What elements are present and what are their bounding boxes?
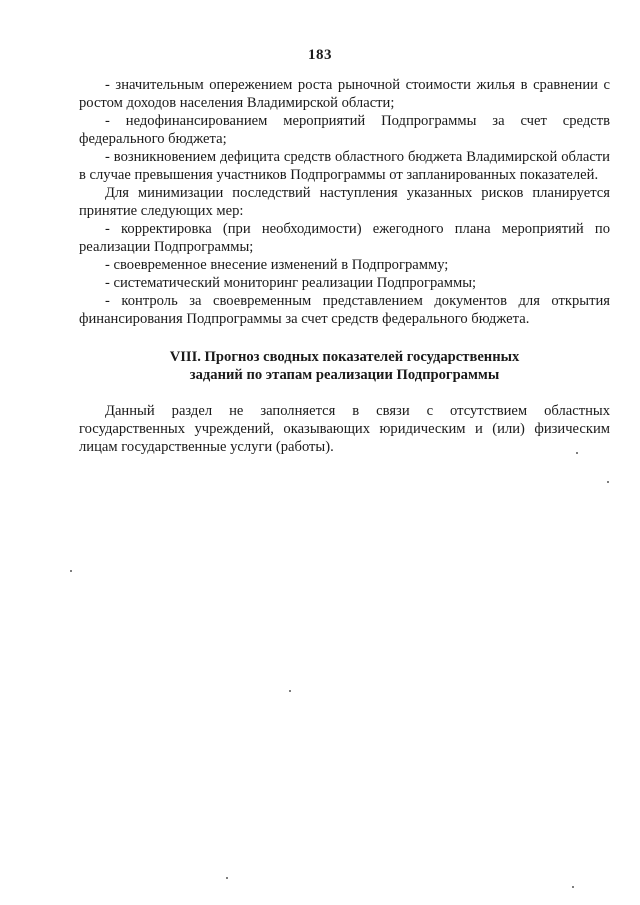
measure-item-1: - корректировка (при необходимости) ежегодного плана мероприятий по реализации Подпрограммы;: [79, 221, 610, 255]
scan-speck: [576, 452, 578, 454]
section-heading-line-2: заданий по этапам реализации Подпрограммы: [189, 367, 500, 383]
risk-item-2: - недофинансированием мероприятий Подпрограммы за счет средств федерального бюджета;: [79, 113, 610, 147]
section-heading: [79, 348, 610, 384]
measure-item-3: - систематический мониторинг реализации Подпрограммы;: [105, 275, 477, 291]
risk-item-1: - значительным опережением роста рыночной стоимости жилья в сравнении с ростом доходов населения Владимирской области;: [79, 77, 610, 111]
scan-speck: [289, 690, 291, 692]
section-text: Данный раздел не заполняется в связи с отсутствием областных государственных учреждений, оказывающих юридическим и (или) физическим лицам государственные услуги (работы).: [79, 403, 610, 455]
risk-item-3: - возникновением дефицита средств областного бюджета Владимирской области в случае превышения участников Подпрограммы от запланированных показателей.: [79, 149, 610, 183]
scan-speck: [572, 886, 574, 888]
page-number: 183: [308, 47, 332, 63]
measures-intro: Для минимизации последствий наступления указанных рисков планируется принятие следующих мер:: [79, 185, 610, 219]
section-heading-line-1: VIII. Прогноз сводных показателей государственных: [169, 349, 520, 365]
scan-speck: [607, 481, 609, 483]
measure-item-2: - своевременное внесение изменений в Подпрограмму;: [105, 257, 449, 273]
measure-item-4: - контроль за своевременным представлением документов для открытия финансирования Подпрограммы за счет средств федерального бюджета.: [79, 293, 610, 327]
scan-speck: [70, 570, 72, 572]
scan-speck: [226, 877, 228, 879]
document-body: [79, 76, 610, 456]
